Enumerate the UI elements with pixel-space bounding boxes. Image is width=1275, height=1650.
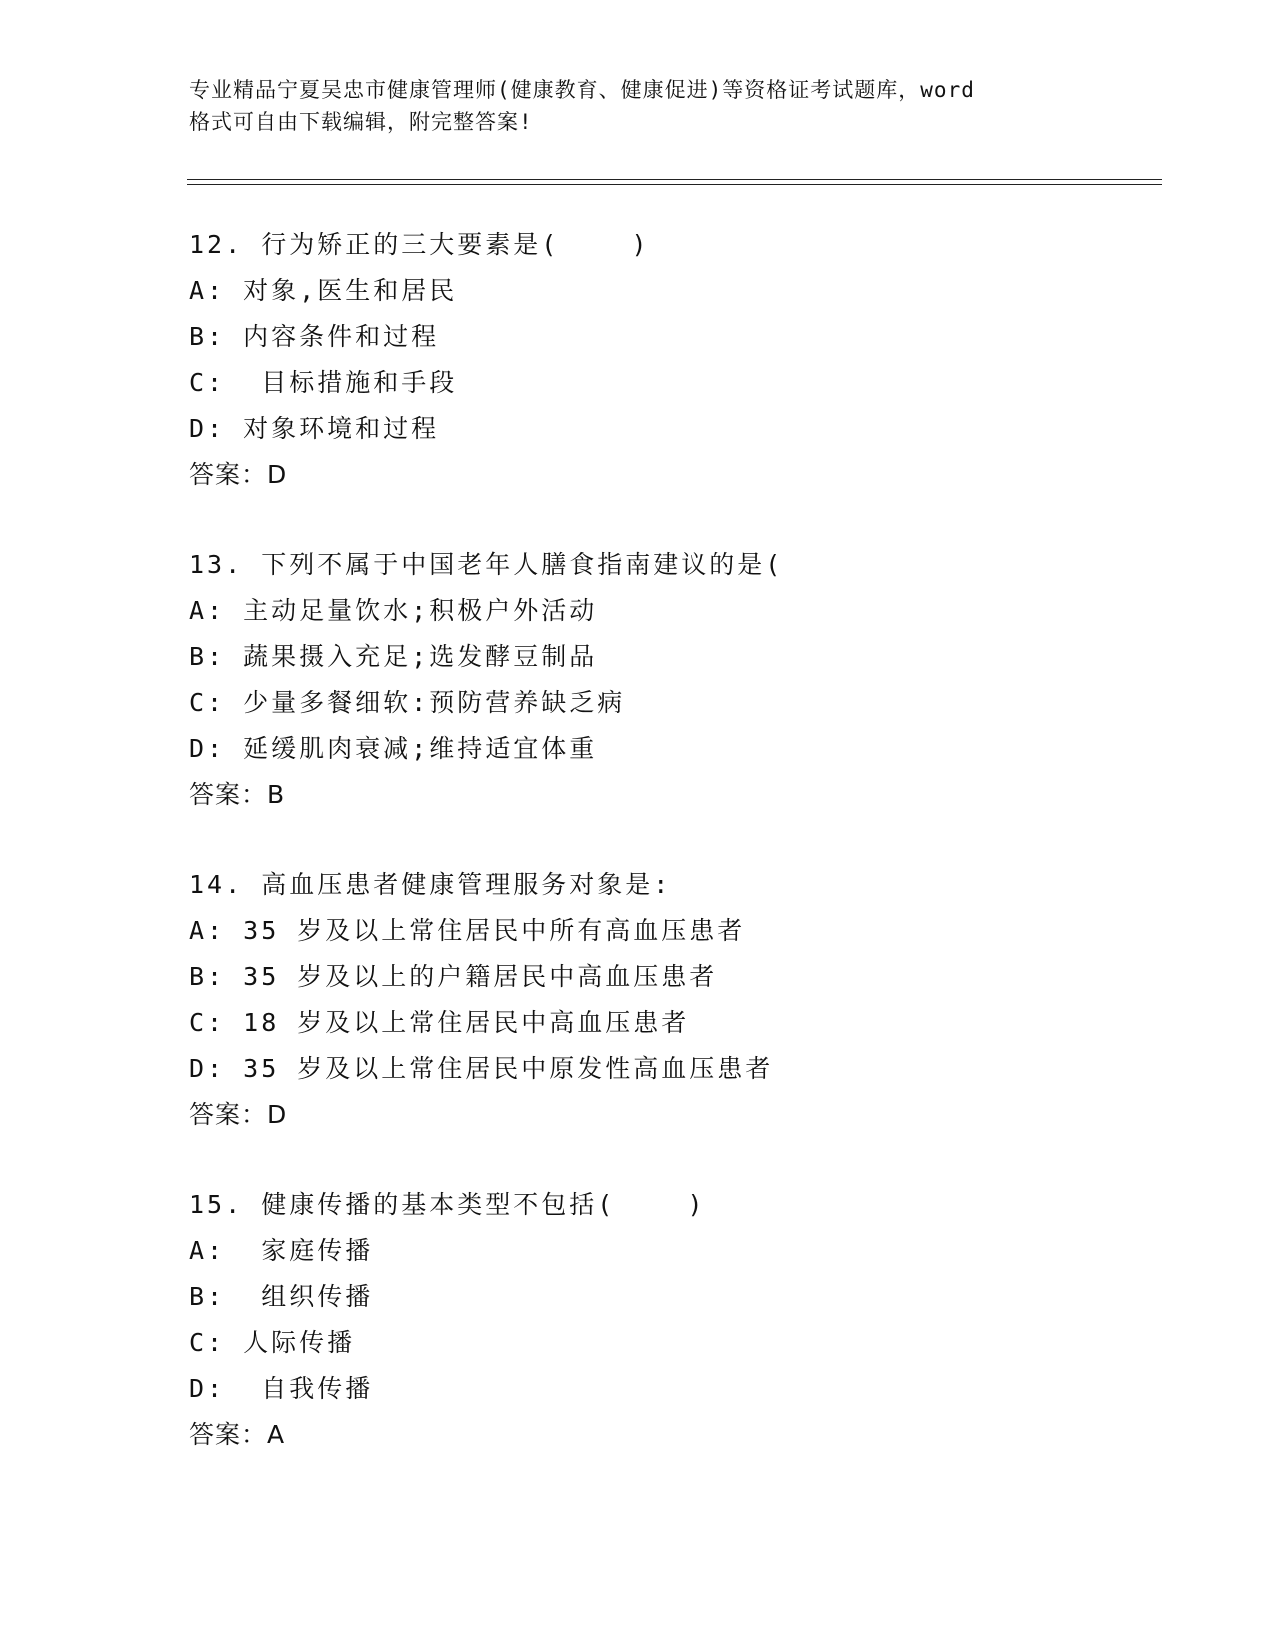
question-stem: 15. 健康传播的基本类型不包括( )	[189, 1190, 706, 1219]
option-c: C: 人际传播	[189, 1328, 356, 1357]
option-c: C: 目标措施和手段	[189, 368, 458, 397]
question-12	[189, 222, 1169, 498]
answer: 答案：D	[189, 1100, 288, 1129]
header-line-2: 格式可自由下载编辑，附完整答案!	[189, 110, 533, 134]
question-stem: 12. 行为矫正的三大要素是( )	[189, 230, 650, 259]
option-d: D: 自我传播	[189, 1374, 374, 1403]
option-a: A: 家庭传播	[189, 1236, 374, 1265]
option-b: B: 35 岁及以上的户籍居民中高血压患者	[189, 962, 718, 991]
option-d: D: 延缓肌肉衰减;维持适宜体重	[189, 734, 598, 763]
answer: 答案：A	[189, 1420, 286, 1449]
document-header	[189, 74, 1069, 138]
question-14	[189, 862, 1169, 1138]
option-c: C: 少量多餐细软:预防营养缺乏病	[189, 688, 626, 717]
question-stem: 14. 高血压患者健康管理服务对象是:	[189, 870, 672, 899]
option-b: B: 内容条件和过程	[189, 322, 440, 351]
answer: 答案：B	[189, 780, 286, 809]
answer: 答案：D	[189, 460, 288, 489]
option-c: C: 18 岁及以上常住居民中高血压患者	[189, 1008, 690, 1037]
option-d: D: 35 岁及以上常住居民中原发性高血压患者	[189, 1054, 774, 1083]
question-13	[189, 542, 1169, 818]
option-a: A: 35 岁及以上常住居民中所有高血压患者	[189, 916, 746, 945]
option-d: D: 对象环境和过程	[189, 414, 440, 443]
header-divider-top	[187, 179, 1162, 180]
question-15	[189, 1182, 1169, 1458]
header-divider-bottom	[187, 184, 1162, 185]
header-line-1: 专业精品宁夏吴忠市健康管理师(健康教育、健康促进)等资格证考试题库，word	[189, 78, 975, 102]
question-stem: 13. 下列不属于中国老年人膳食指南建议的是(	[189, 550, 784, 579]
option-a: A: 对象,医生和居民	[189, 276, 458, 305]
option-b: B: 蔬果摄入充足;选发酵豆制品	[189, 642, 598, 671]
option-a: A: 主动足量饮水;积极户外活动	[189, 596, 598, 625]
option-b: B: 组织传播	[189, 1282, 374, 1311]
